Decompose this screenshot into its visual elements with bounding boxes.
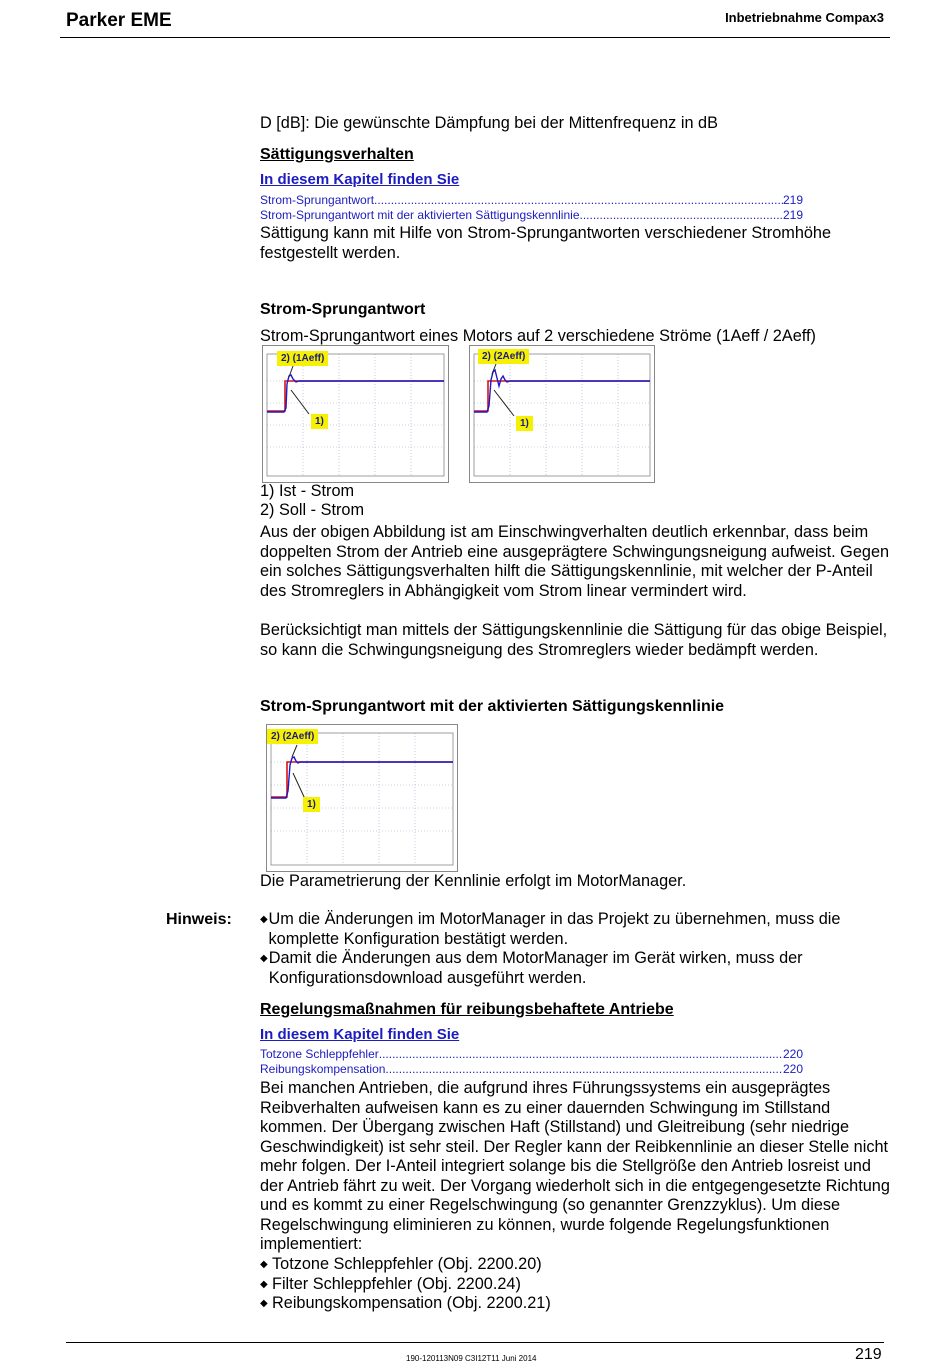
diamond-bullet-icon: ◆ (260, 1259, 268, 1270)
diamond-bullet-icon: ◆ (260, 914, 268, 925)
scope-saturation-2aeff (266, 724, 458, 872)
toc-leader (379, 1047, 783, 1062)
scope-2-setpoint-label: 2) (2Aeff) (478, 349, 529, 364)
note-list (260, 910, 890, 988)
toc-entry-label: Strom-Sprungantwort (260, 193, 375, 207)
step-saturation-heading: Strom-Sprungantwort mit der aktivierten Sättigungskennlinie (260, 698, 725, 715)
note-bullet-text: Um die Änderungen im MotorManager in das Projekt zu übernehmen, muss die komplette Konfiguration bestätigt werden. (268, 910, 841, 948)
page-number: 219 (855, 1346, 882, 1363)
scope-1-setpoint-label: 2) (1Aeff) (277, 351, 328, 366)
legend-setpoint-current: 2) Soll - Strom (260, 501, 365, 519)
saturation-intro: Sättigung kann mit Hilfe von Strom-Sprungantworten verschiedener Stromhöhe festgestellt werden. (260, 224, 832, 262)
saturation-heading: Sättigungsverhalten (260, 146, 414, 163)
toc-leader (385, 1062, 783, 1077)
scope-2-plot (470, 346, 654, 482)
note-bullet-text: Damit die Änderungen aus dem MotorManager im Gerät wirken, muss der Konfigurationsdownload ausgeführt werden. (268, 949, 803, 987)
toc-entry-page: 220 (782, 1047, 803, 1061)
toc-entry-saettigungskennlinie[interactable] (260, 208, 803, 223)
brand-name: Parker EME (66, 10, 172, 31)
friction-bullet-text: Reibungskompensation (Obj. 2200.21) (272, 1294, 551, 1312)
note-bullet (260, 949, 890, 988)
toc-entry-reibungskompensation[interactable] (260, 1062, 803, 1077)
scope-1-actual-label: 1) (311, 414, 328, 429)
header-rule (60, 37, 890, 38)
friction-paragraph: Bei manchen Antrieben, die aufgrund ihres Führungssystems ein ausgeprägtes Reibverhalten aufweisen kann es zu einer dauernden Schwingung im Stillstand kommen. Der Übergang zwischen Haft (Stillstand) und Gleitreibung (sehr niedrige Geschwindigkeit) ist sehr steil. Der Regler kann der Reibkennlinie an dieser Stelle nicht mehr folgen. Der I-Anteil integriert solange bis die Stellgröße den Antrieb losreist und der Antrieb fährt zu weit. Der Vorgang wiederholt sich in die entgegengesetzte Richtung und es kommt zu einer Regelschwingung (so genannter Grenzzyklus). Um diese Regelschwingung eliminieren zu können, wurde folgende Regelungsfunktionen implementiert: (260, 1079, 890, 1253)
diamond-bullet-icon: ◆ (260, 1278, 268, 1290)
friction-heading: Regelungsmaßnahmen für reibungsbehaftete Antriebe (260, 1001, 674, 1018)
scope-1-plot (263, 346, 448, 482)
step-response-paragraph-1: Aus der obigen Abbildung ist am Einschwingverhalten deutlich erkennbar, dass beim doppelten Strom der Antrieb eine ausgeprägtere Schwingungsneigung aufweist. Gegen ein solches Sättigungsverhalten hilft die Sättigungskennlinie, mit welcher der P-Anteil des Stromreglers in Abhängigkeit vom Strom linear vermindert wird. (260, 523, 890, 600)
friction-bullet (260, 1294, 890, 1314)
scope-2aeff (469, 345, 655, 483)
scope-2-actual-label: 1) (516, 416, 533, 431)
friction-bullet (260, 1255, 890, 1275)
scope-3-setpoint-label: 2) (2Aeff) (267, 729, 318, 744)
toc-entry-page: 219 (782, 193, 803, 207)
toc-entry-page: 220 (782, 1062, 803, 1076)
toc-leader (580, 208, 783, 223)
toc-entry-label: Totzone Schleppfehler (260, 1047, 379, 1061)
scope-1aeff (262, 345, 449, 483)
note-bullet (260, 910, 890, 949)
damping-line: D [dB]: Die gewünschte Dämpfung bei der Mittenfrequenz in dB (260, 114, 718, 132)
parametrization-text: Die Parametrierung der Kennlinie erfolgt im MotorManager. (260, 872, 687, 890)
document-title: Inbetriebnahme Compax3 (725, 10, 884, 25)
scope-3-actual-label: 1) (303, 797, 320, 812)
toc-leader (374, 193, 783, 208)
friction-bullet (260, 1275, 890, 1295)
friction-list (260, 1255, 890, 1314)
toc-entry-strom-sprungantwort[interactable] (260, 193, 803, 208)
legend-actual-current: 1) Ist - Strom (260, 482, 355, 500)
scope-3-plot (267, 725, 457, 871)
note-label: Hinweis: (166, 911, 232, 928)
step-response-paragraph-2: Berücksichtigt man mittels der Sättigungskennlinie die Sättigung für das obige Beispiel, so kann die Schwingungsneigung des Stromreglers wieder bedämpft werden. (260, 621, 888, 659)
friction-bullet-text: Totzone Schleppfehler (Obj. 2200.20) (272, 1255, 542, 1273)
toc-entry-label: Reibungskompensation (260, 1062, 386, 1076)
saturation-toc-heading[interactable]: In diesem Kapitel finden Sie (260, 171, 460, 188)
footer-rule (66, 1342, 884, 1343)
diamond-bullet-icon: ◆ (260, 953, 268, 964)
toc-entry-page: 219 (782, 208, 803, 222)
friction-toc-heading[interactable]: In diesem Kapitel finden Sie (260, 1026, 460, 1043)
toc-entry-label: Strom-Sprungantwort mit der aktivierten Sättigungskennlinie (260, 208, 580, 222)
step-response-caption: Strom-Sprungantwort eines Motors auf 2 verschiedene Ströme (1Aeff / 2Aeff) (260, 327, 816, 345)
step-response-heading: Strom-Sprungantwort (260, 301, 426, 318)
footer-document-reference: 190-120113N09 C3I12T11 Juni 2014 (406, 1354, 537, 1363)
friction-bullet-text: Filter Schleppfehler (Obj. 2200.24) (272, 1274, 521, 1293)
toc-entry-totzone[interactable] (260, 1047, 803, 1062)
diamond-bullet-icon: ◆ (260, 1298, 268, 1309)
